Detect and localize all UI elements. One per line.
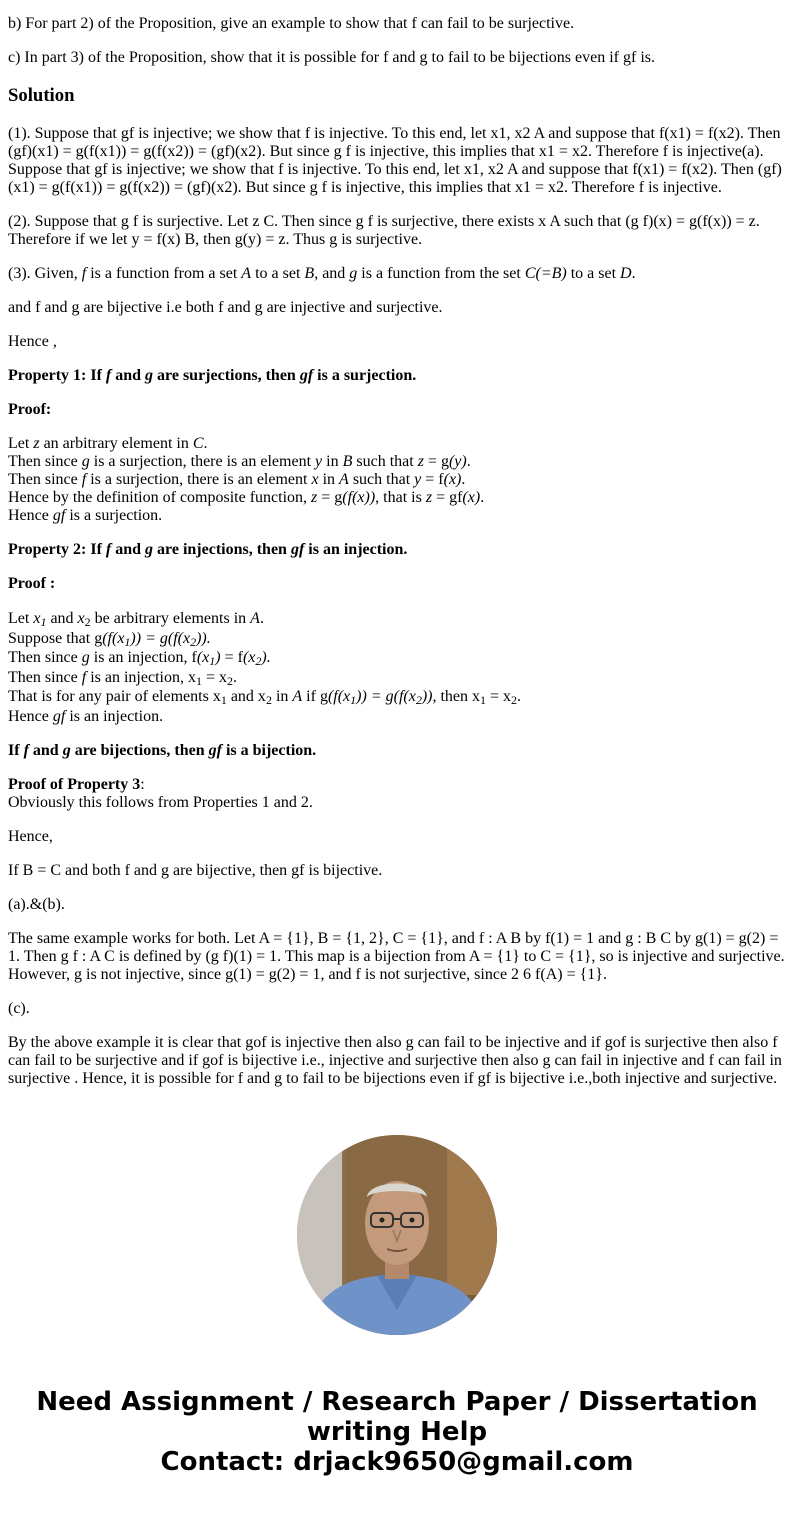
author-photo: [297, 1135, 497, 1335]
bijective-statement: and f and g are bijective i.e both f and g are injective and surjective.: [8, 299, 443, 316]
banner-line-2: writing Help: [306, 1417, 488, 1447]
property1-heading: Property 1: If f and g are surjections, then gf is a surjection.: [8, 367, 417, 384]
hence2-label: Hence,: [8, 828, 53, 845]
ab-label: (a).&(b).: [8, 896, 65, 913]
banner-line-1: Need Assignment / Research Paper / Dissertation: [36, 1387, 758, 1417]
part1-paragraph: (1). Suppose that gf is injective; we show that f is injective. To this end, let x1, x2 A and suppose that f(x1) = f(x2). Then (gf)(x1) = g(f(x1)) = g(f(x2)) = (gf)(x2). But since g f is injective, this implies that x1 = x2. Therefore f is injective(a). Suppose that gf is injective; we show that f is injective. To this end, let x1, x2 A and suppose that f(x1) = f(x2). Then (gf)(x1) = g(f(x1)) = g(f(x2)) = (gf)(x2). But since g f is injective, this implies that x1 = x2. Therefore f is injective.: [8, 125, 782, 196]
author-avatar: [297, 1135, 497, 1335]
c-explanation: By the above example it is clear that gof is injective then also g can fail to be injective and if gof is surjective then also f can fail to be surjective and if gof is bijective i.e., injective and surjective then also g can fail in injective and f can fail in surjective . Hence, it is possible for f and g to fail to be bijections even if gf is bijective i.e.,both injective and surjective.: [8, 1034, 782, 1087]
conclusion-statement: If B = C and both f and g are bijective, then gf is bijective.: [8, 862, 383, 879]
hence-label: Hence ,: [8, 333, 57, 350]
property1-proof: Let z an arbitrary element in C. Then since g is a surjection, there is an element y in B such that z = g(y). Then since f is a surjection, there is an element x in A such that y = f(x). Hence by the definition of composite function, z = g(f(x)), that is z = gf(x). Hence gf is a surjection.: [8, 435, 485, 524]
property2-proof-label: Proof :: [8, 575, 56, 592]
c-label: (c).: [8, 1000, 30, 1017]
property2-heading: Property 2: If f and g are injections, then gf is an injection.: [8, 541, 408, 558]
question-b: b) For part 2) of the Proposition, give an example to show that f can fail to be surjective.: [8, 15, 575, 32]
part2-paragraph: (2). Suppose that g f is surjective. Let z C. Then since g f is surjective, there exists x A such that (g f)(x) = g(f(x)) = z. Therefore if we let y = f(x) B, then g(y) = z. Thus g is surjective.: [8, 213, 760, 248]
property3-proof: Proof of Property 3: Obviously this follows from Properties 1 and 2.: [8, 776, 313, 811]
property1-proof-label: Proof:: [8, 401, 52, 418]
author-portrait-icon: [297, 1135, 497, 1335]
part3-paragraph: (3). Given, f is a function from a set A to a set B, and g is a function from the set C(=B) to a set D.: [8, 265, 636, 282]
help-banner: [8, 1387, 786, 1477]
property2-proof: Let $x_1$ and $x_2$ be arbitrary elements in A. Suppose that $g(f(x_1)) = g(f(x_2))$. Then since g is an injection, $f(x_1) = f(x_2)$. Then since f is an injection, $x_1 = x_2$. That is for any pair of elements $x_1$ and $x_2$ in A if $g(f(x_1)) = g(f(x_2))$, then $x_1 = x_2$. Hence gf is an injection.: [8, 610, 522, 725]
ab-example: The same example works for both. Let A = {1}, B = {1, 2}, C = {1}, and f : A B by f(1) = 1 and g : B C by g(1) = g(2) = 1. Then g f : A C is defined by (g f)(1) = 1. This map is a bijection from A = {1} to C = {1}, so is injective and surjective. However, g is not injective, since g(1) = g(2) = 1, and f is not surjective, since 2 6 f(A) = {1}.: [8, 930, 785, 983]
property3-heading: If f and g are bijections, then gf is a bijection.: [8, 742, 317, 759]
banner-contact: Contact: drjack9650@gmail.com: [160, 1447, 634, 1477]
question-c: c) In part 3) of the Proposition, show that it is possible for f and g to fail to be bijections even if gf is.: [8, 49, 655, 66]
solution-heading: Solution: [8, 85, 75, 106]
